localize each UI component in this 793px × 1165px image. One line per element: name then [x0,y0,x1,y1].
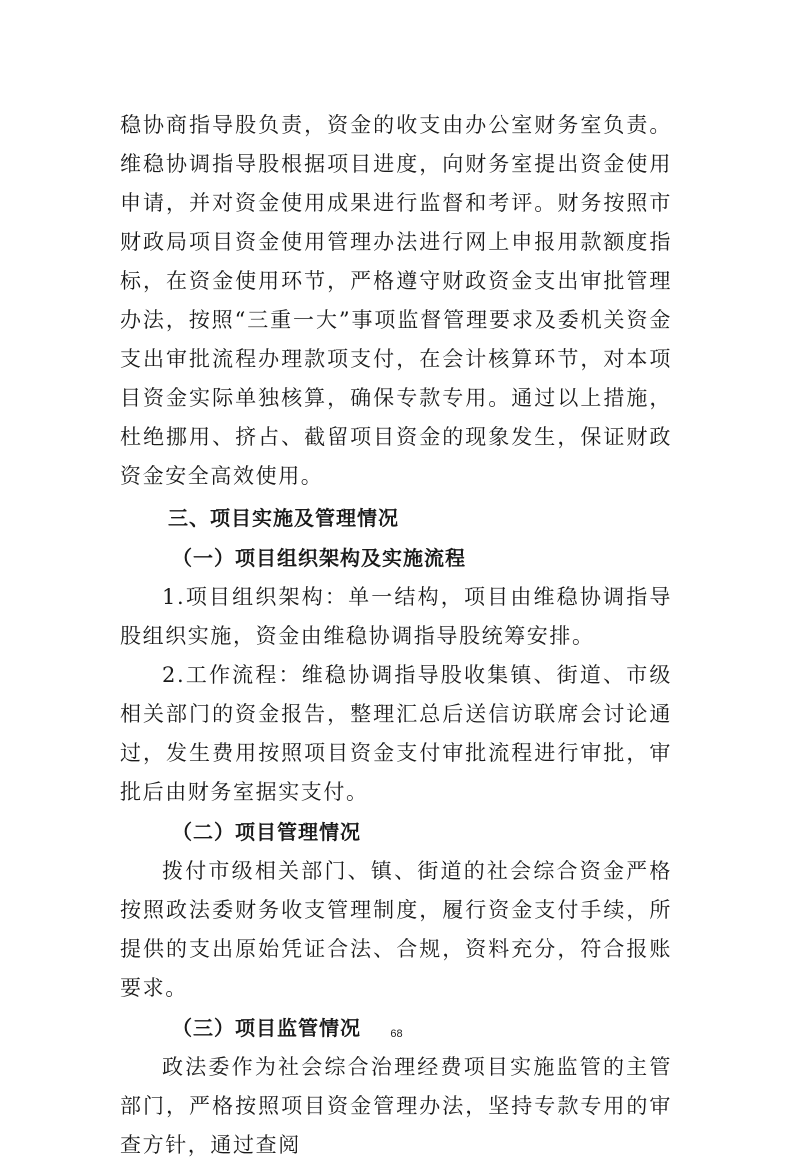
body-paragraph-workflow: 2.工作流程：维稳协调指导股收集镇、街道、市级相关部门的资金报告，整理汇总后送信访联席会讨论通过，发生费用按照项目资金支付审批流程进行审批，审批后由财务室据实支付。 [120,663,672,804]
body-paragraph-management: 拨付市级相关部门、镇、街道的社会综合资金严格按照政法委财务收支管理制度，履行资金支付手续，所提供的支出原始凭证合法、合规，资料充分，符合报账要求。 [120,859,672,1000]
subheading-project-management: （二）项目管理情况 [172,820,361,844]
body-paragraph-financial-control: 稳协商指导股负责，资金的收支由办公室财务室负责。维稳协调指导股根据项目进度，向财务室提出资金使用申请，并对资金使用成果进行监督和考评。财务按照市财政局项目资金使用管理办法进行网上申报用款额度指标，在资金使用环节，严格遵守财政资金支出审批管理办法，按照“三重一大”事项监督管理要求及委机关资金支出审批流程办理款项支付，在会计核算环节，对本项目资金实际单独核算，确保专款专用。通过以上措施，杜绝挪用、挤占、截留项目资金的现象发生，保证财政资金安全高效使用。 [120,113,672,488]
subheading-organization-process: （一）项目组织架构及实施流程 [172,546,466,570]
body-paragraph-org-structure: 1.项目组织架构：单一结构，项目由维稳协调指导股组织实施，资金由维稳协调指导股统筹安排。 [120,585,672,648]
page-content [120,106,672,1165]
page-number: 68 [390,1028,403,1040]
section-heading-implementation: 三、项目实施及管理情况 [168,506,399,530]
body-paragraph-supervision: 政法委作为社会综合治理经费项目实施监管的主管部门，严格按照项目资金管理办法，坚持专款专用的审查方针，通过查阅 [120,1055,672,1157]
subheading-project-supervision: （三）项目监管情况 [172,1016,361,1040]
